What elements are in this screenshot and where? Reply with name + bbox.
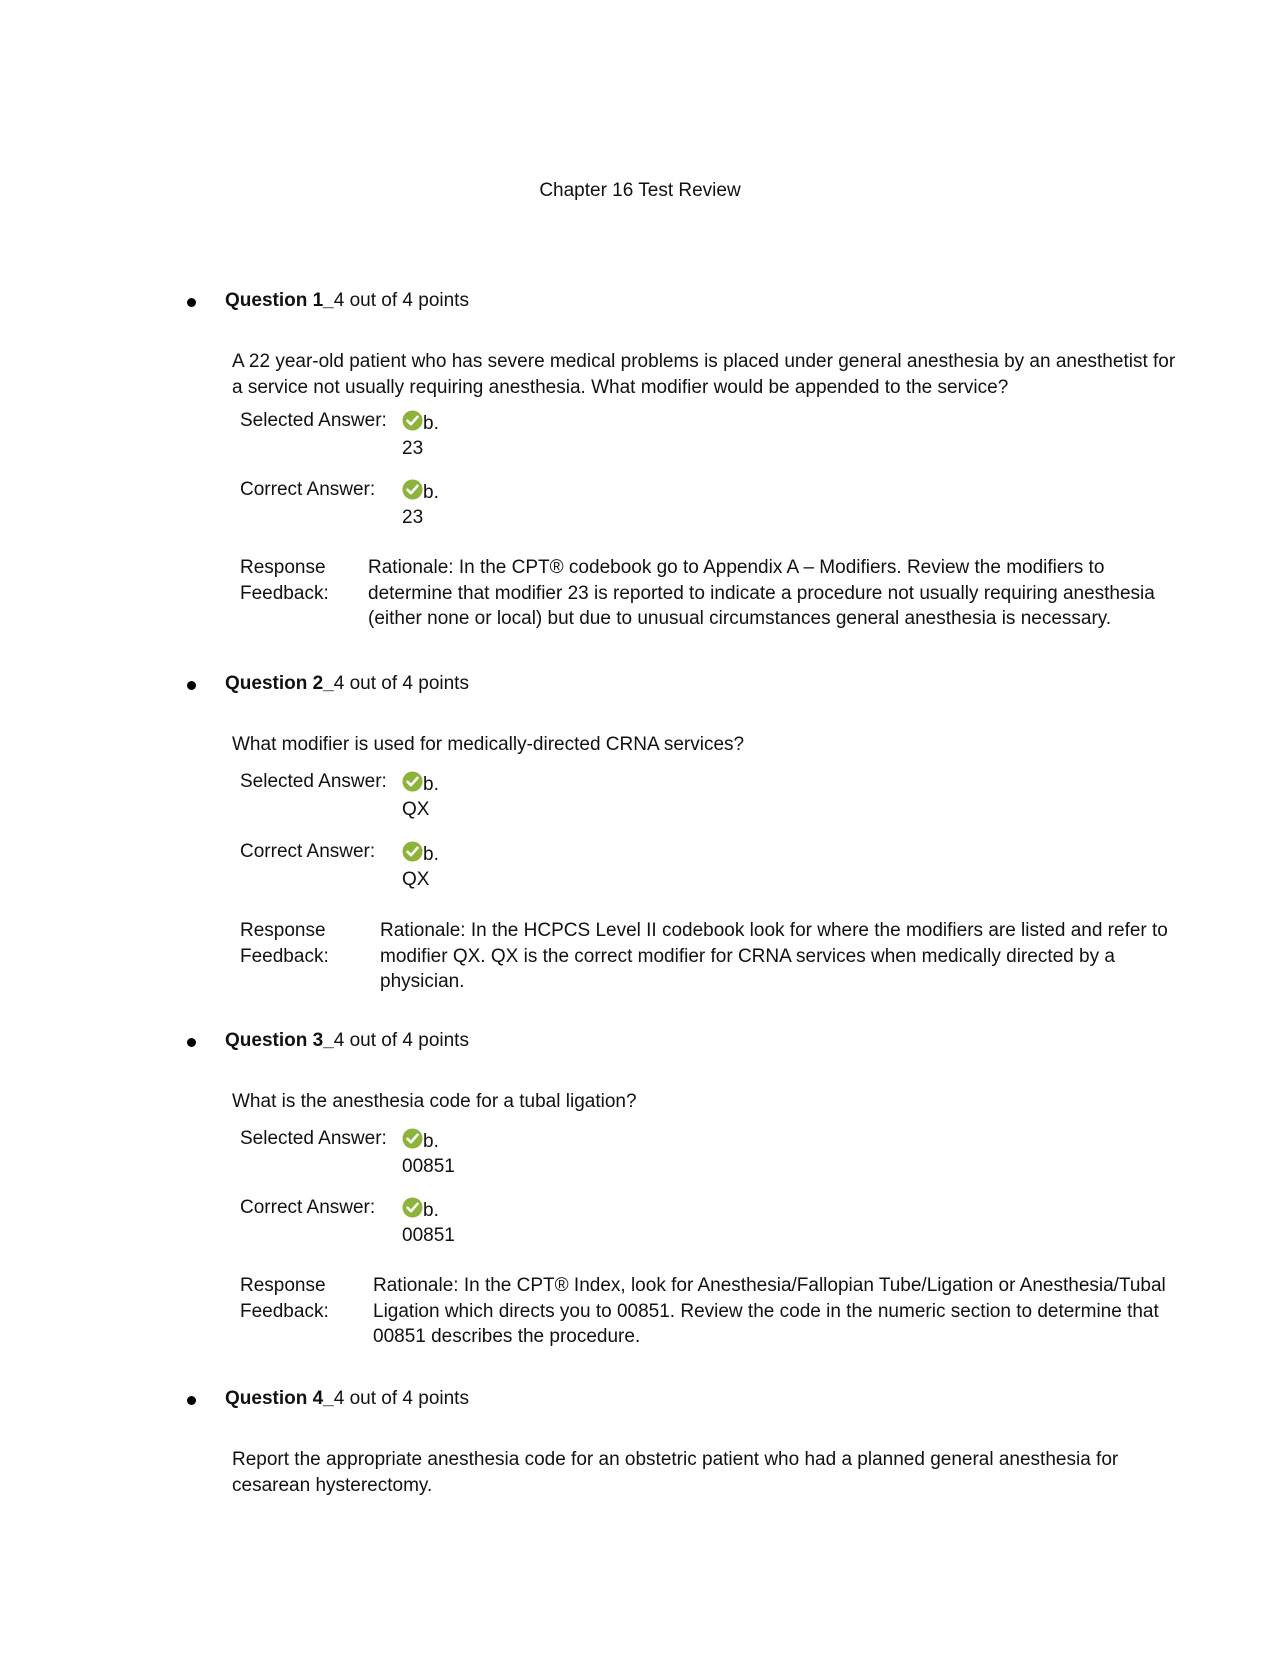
bullet-icon: [187, 1038, 196, 1047]
selected-answer-label: Selected Answer:: [240, 771, 387, 792]
check-circle-icon: [402, 410, 423, 431]
correct-answer-label: Correct Answer:: [240, 1197, 376, 1218]
question-header: [0, 290, 1280, 316]
question-header: [0, 673, 1280, 699]
answer-text: 23: [402, 438, 424, 459]
response-feedback-label: Response Feedback:: [240, 920, 329, 967]
bullet-icon: [187, 681, 196, 690]
answer-letter: b.: [423, 1131, 439, 1152]
selected-answer-value: [402, 410, 439, 460]
check-circle-icon: [402, 1128, 423, 1149]
check-circle-icon: [402, 479, 423, 500]
question-header: [0, 1388, 1280, 1414]
selected-answer-row: [240, 771, 1200, 827]
selected-answer-row: [240, 1128, 1200, 1184]
question-title: [225, 673, 469, 695]
check-circle-icon: [402, 771, 423, 792]
answer-text: QX: [402, 799, 430, 820]
correct-answer-value: [402, 841, 439, 891]
selected-answer-row: [240, 410, 1200, 466]
selected-answer-label: Selected Answer:: [240, 410, 387, 431]
question-points: 4 out of 4 points: [333, 673, 469, 694]
answer-letter: b.: [423, 774, 439, 795]
answer-text: 23: [402, 507, 424, 528]
answer-text: 00851: [402, 1225, 455, 1246]
correct-answer-label: Correct Answer:: [240, 841, 376, 862]
question-text: What is the anesthesia code for a tubal ligation?: [232, 1091, 637, 1112]
feedback-text: Rationale: In the CPT® codebook go to Appendix A – Modifiers. Review the modifiers to determine that modifier 23 is reported to indicate a procedure not usually requiring anesthesia (either none or local) but due to unusual circumstances general anesthesia is necessary.: [368, 557, 1155, 629]
question-title: [225, 290, 469, 312]
question-number: Question 2_: [225, 673, 334, 694]
correct-answer-row: [240, 1197, 1200, 1253]
correct-answer-row: [240, 841, 1200, 897]
answer-text: QX: [402, 869, 430, 890]
question-number: Question 1_: [225, 290, 334, 311]
question-number: Question 4_: [225, 1388, 334, 1409]
answer-text: 00851: [402, 1156, 455, 1177]
question-title: [225, 1030, 469, 1052]
selected-answer-value: [402, 1128, 455, 1178]
answer-letter: b.: [423, 482, 439, 503]
question-points: 4 out of 4 points: [333, 290, 469, 311]
question-points: 4 out of 4 points: [333, 1030, 469, 1051]
page-title: Chapter 16 Test Review: [539, 180, 741, 201]
response-feedback-label: Response Feedback:: [240, 1275, 329, 1322]
selected-answer-label: Selected Answer:: [240, 1128, 387, 1149]
correct-answer-row: [240, 479, 1200, 535]
feedback-text: Rationale: In the HCPCS Level II codebook look for where the modifiers are listed and refer to modifier QX. QX is the correct modifier for CRNA services when medically directed by a physician.: [380, 920, 1168, 992]
feedback-text: Rationale: In the CPT® Index, look for Anesthesia/Fallopian Tube/Ligation or Anesthesia/Tubal Ligation which directs you to 00851. Review the code in the numeric section to determine that 00851 describes the procedure.: [373, 1275, 1166, 1347]
question-number: Question 3_: [225, 1030, 334, 1051]
question-text: A 22 year-old patient who has severe medical problems is placed under general anesthesia by an anesthetist for a service not usually requiring anesthesia. What modifier would be appended to the service?: [232, 351, 1176, 398]
answer-letter: b.: [423, 413, 439, 434]
question-title: [225, 1388, 469, 1410]
selected-answer-value: [402, 771, 439, 821]
question-text: Report the appropriate anesthesia code for an obstetric patient who had a planned general anesthesia for cesarean hysterectomy.: [232, 1449, 1119, 1496]
question-points: 4 out of 4 points: [333, 1388, 469, 1409]
correct-answer-value: [402, 1197, 455, 1247]
bullet-icon: [187, 1396, 196, 1405]
answer-letter: b.: [423, 844, 439, 865]
check-circle-icon: [402, 841, 423, 862]
correct-answer-label: Correct Answer:: [240, 479, 376, 500]
check-circle-icon: [402, 1197, 423, 1218]
response-feedback-label: Response Feedback:: [240, 557, 329, 604]
question-text: What modifier is used for medically-directed CRNA services?: [232, 734, 745, 755]
correct-answer-value: [402, 479, 439, 529]
bullet-icon: [187, 298, 196, 307]
answer-letter: b.: [423, 1200, 439, 1221]
question-header: [0, 1030, 1280, 1056]
